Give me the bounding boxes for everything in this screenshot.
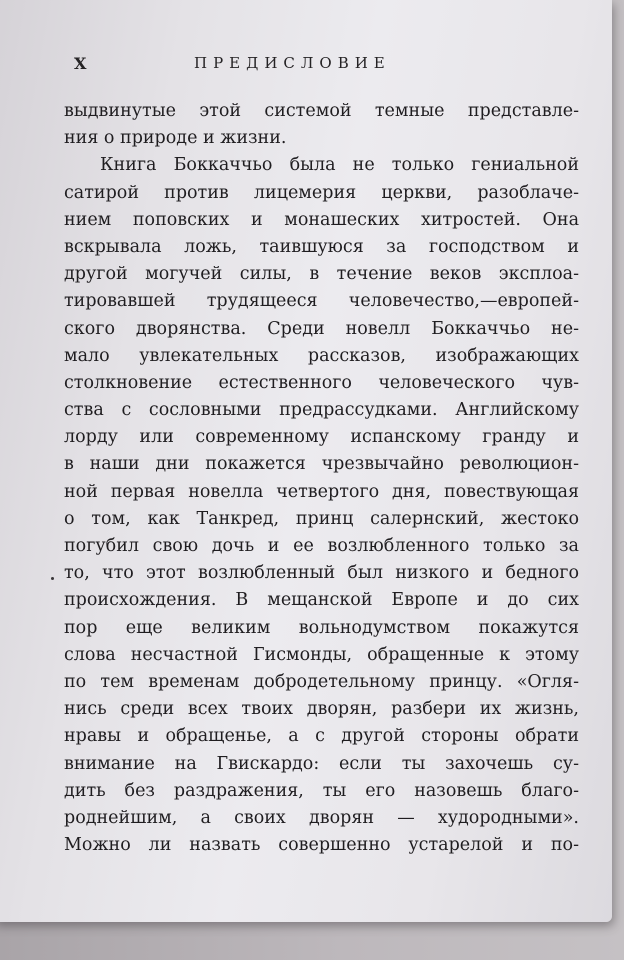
text-line: вскрывала ложь, таившуюся за господством и (64, 236, 579, 257)
text-line: происхождения. В мещанской Европе и до сих (64, 590, 579, 611)
text-line: тировавшей трудящееся человечество,—европей- (64, 291, 579, 312)
body-text (64, 98, 579, 859)
text-line: ния о природе и жизни. (64, 128, 287, 149)
text-line: Можно ли назвать совершенно устарелой и по- (64, 835, 579, 856)
page-header (0, 50, 612, 80)
text-line: лорду или современному испанскому гранду и (64, 427, 579, 448)
page-number: X (74, 54, 88, 73)
text-line: столкновение естественного человеческого чув- (64, 372, 579, 393)
text-line: по тем временам добродетельному принцу. «Огля- (64, 671, 579, 692)
text-line: о том, как Танкред, принц салернский, жестоко (64, 508, 579, 529)
text-line: нравы и обращенье, а с другой стороны обрати (64, 726, 579, 747)
text-line: ства с сословными предрассудками. Английскому (64, 400, 579, 421)
text-line: ной первая новелла четвертого дня, повествующая (64, 481, 579, 502)
text-line: Книга Боккаччьо была не только гениальной (100, 155, 579, 176)
text-line: сатирой против лицемерия церкви, разоблаче- (64, 182, 579, 203)
text-line: выдвинутые этой системой темные представле- (64, 101, 579, 121)
text-line: пор еще великим вольнодумством покажутся (64, 617, 579, 638)
text-line: мало увлекательных рассказов, изображающих (64, 345, 579, 366)
text-line: другой могучей силы, в течение веков эксплоа- (64, 264, 579, 285)
text-line: слова несчастной Гисмонды, обращенные к этому (64, 644, 579, 665)
text-line: роднейшим, а своих дворян — худородными». (64, 807, 579, 828)
margin-mark (51, 577, 54, 580)
text-line: нись среди всех твоих дворян, разбери их жизнь, (64, 699, 579, 720)
text-line: в наши дни покажется чрезвычайно революцион- (64, 454, 579, 475)
running-head: ПРЕДИСЛОВИЕ (194, 54, 391, 72)
text-line: дить без раздражения, ты его назовешь благо- (64, 780, 579, 801)
text-line: то, что этот возлюбленный был низкого и бедного (64, 563, 579, 584)
text-line: внимание на Гвискардо: если ты захочешь су- (64, 753, 579, 774)
text-line: погубил свою дочь и ее возлюбленного только за (64, 536, 579, 556)
text-line: нием поповских и монашеских хитростей. Она (64, 209, 579, 230)
text-line: ского дворянства. Среди новелл Боккаччьо не- (64, 318, 579, 339)
